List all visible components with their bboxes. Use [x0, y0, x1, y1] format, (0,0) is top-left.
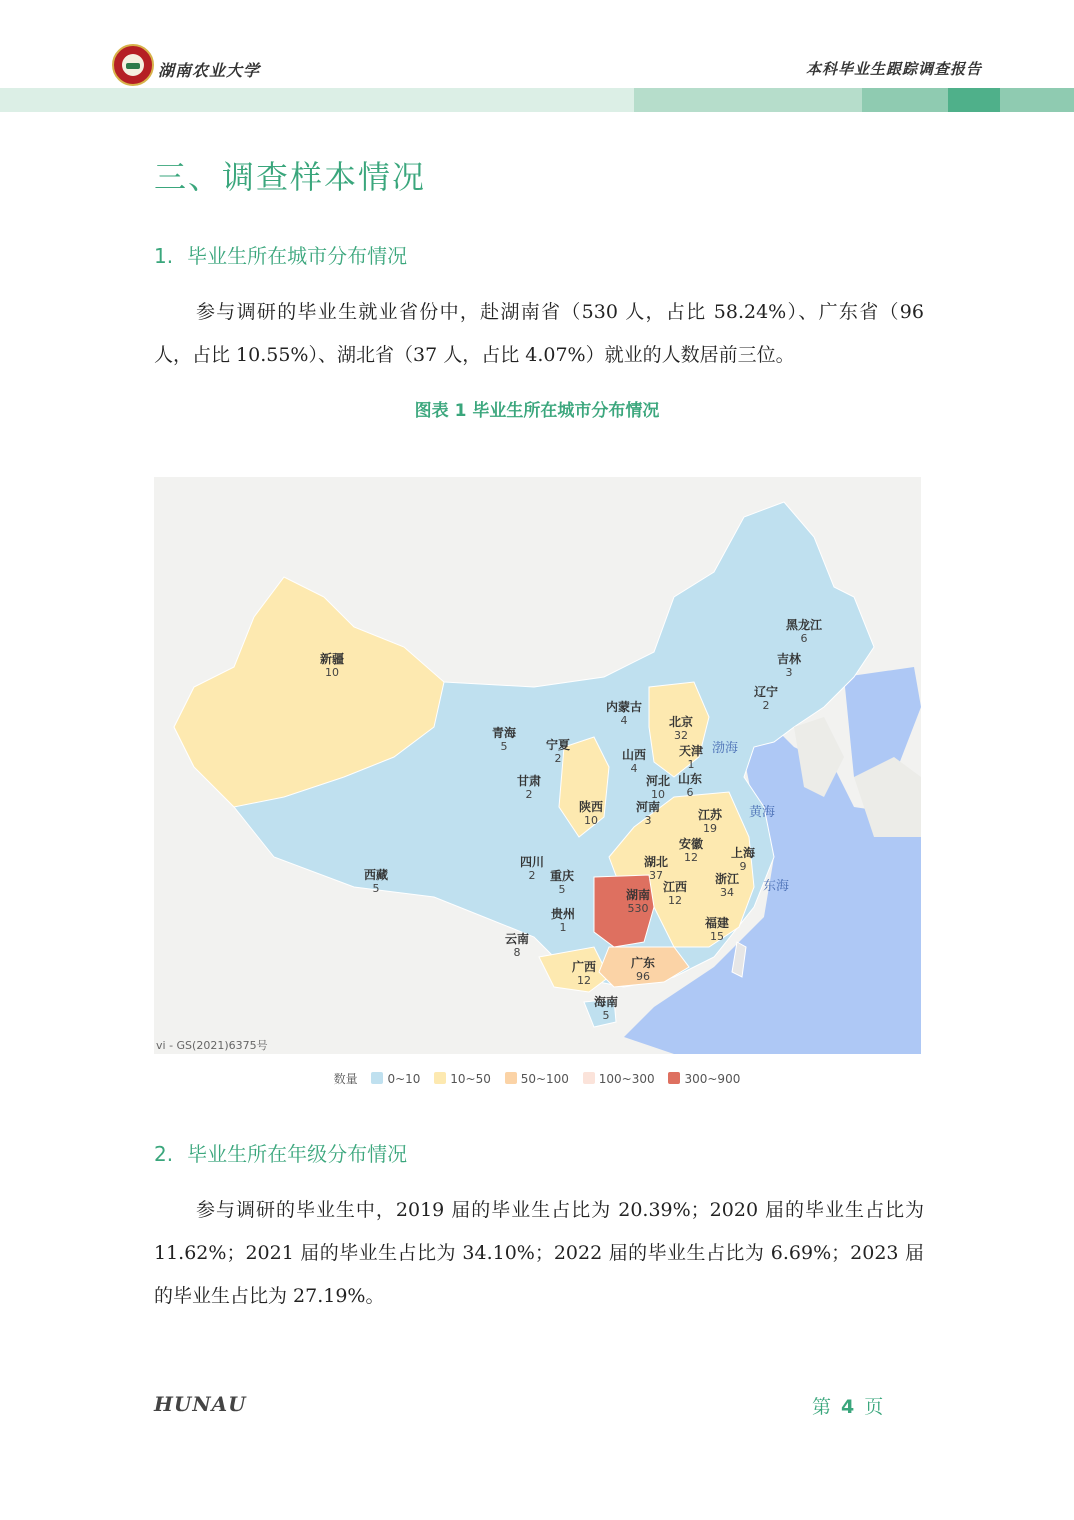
region-value: 12	[577, 974, 591, 987]
header-band	[634, 88, 862, 112]
region-label: 海南	[593, 995, 619, 1009]
region-value: 3	[785, 666, 793, 679]
figure-caption: 图表 1 毕业生所在城市分布情况	[414, 401, 660, 421]
region-value: 5	[500, 740, 508, 753]
region-value: 5	[558, 883, 566, 896]
region-value: 2	[525, 788, 533, 801]
legend-item	[668, 1072, 740, 1086]
subsection-number: 1.	[154, 244, 174, 268]
china-choropleth-map	[154, 477, 921, 1054]
region-label: 贵州	[550, 907, 576, 921]
region-value: 6	[800, 632, 808, 645]
legend-item	[371, 1072, 420, 1086]
region-value: 12	[684, 851, 698, 864]
region-label: 河南	[635, 800, 661, 814]
subsection-heading-2	[154, 1138, 407, 1167]
region-value: 6	[686, 786, 694, 799]
region-label: 甘肃	[516, 774, 542, 788]
region-value: 2	[528, 869, 536, 882]
region-value: 32	[674, 729, 688, 742]
region-label: 江西	[662, 880, 688, 894]
map-legend	[0, 1070, 1074, 1087]
page-number-value: 4	[841, 1396, 855, 1418]
region-label: 湖北	[643, 855, 669, 869]
header-band	[1000, 88, 1074, 112]
region-value: 15	[710, 930, 724, 943]
region-label: 山西	[621, 748, 647, 762]
region-value: 9	[739, 860, 747, 873]
region-label: 山东	[677, 772, 703, 786]
legend-swatch	[434, 1072, 446, 1084]
page-header	[0, 0, 1074, 112]
region-label: 广东	[630, 956, 656, 970]
page-prefix: 第	[812, 1396, 832, 1418]
region-label: 内蒙古	[605, 700, 643, 714]
region-value: 34	[720, 886, 734, 899]
legend-item	[505, 1072, 569, 1086]
region-value: 4	[630, 762, 638, 775]
region-value: 8	[513, 946, 521, 959]
map-attribution: vi - GS(2021)6375号	[156, 1039, 268, 1052]
region-label: 辽宁	[753, 685, 779, 699]
region-label: 河北	[645, 774, 671, 788]
header-band	[862, 88, 948, 112]
page-suffix: 页	[864, 1396, 884, 1418]
legend-swatch	[583, 1072, 595, 1084]
legend-label: 300~900	[684, 1072, 741, 1086]
region-value: 96	[636, 970, 650, 983]
legend-label: 50~100	[520, 1072, 569, 1086]
region-label: 陕西	[578, 800, 604, 814]
region-value: 10	[651, 788, 665, 801]
legend-label: 10~50	[450, 1072, 491, 1086]
region-value: 10	[325, 666, 339, 679]
legend-label: 0~10	[387, 1072, 421, 1086]
region-label: 黑龙江	[785, 618, 823, 632]
subsection-title: 毕业生所在城市分布情况	[187, 244, 408, 268]
header-band	[0, 88, 634, 112]
section-title: 三、调查样本情况	[154, 158, 427, 196]
region-label: 上海	[730, 846, 756, 860]
subsection-number: 2.	[154, 1142, 174, 1166]
legend-swatch	[371, 1072, 383, 1084]
paragraph-city-distribution: 参与调研的毕业生就业省份中，赴湖南省（530 人，占比 58.24%）、广东省（96 人，占比 10.55%）、湖北省（37 人，占比 4.07%）就业的人数居前三位。	[154, 301, 924, 366]
subsection-heading-1	[154, 240, 407, 269]
header-band	[948, 88, 1000, 112]
region-value: 37	[649, 869, 663, 882]
page-number	[812, 1392, 883, 1419]
legend-swatch	[505, 1072, 517, 1084]
region-label: 重庆	[549, 869, 575, 883]
region-label: 福建	[704, 916, 730, 930]
region-value: 12	[668, 894, 682, 907]
region-value: 4	[620, 714, 628, 727]
region-label: 安徽	[678, 837, 704, 851]
region-value: 2	[554, 752, 562, 765]
region-label: 新疆	[319, 652, 345, 666]
footer-logo-text: HUNAU	[154, 1392, 247, 1416]
subsection-title: 毕业生所在年级分布情况	[187, 1142, 408, 1166]
sea-label: 东海	[762, 879, 790, 894]
legend-label: 100~300	[598, 1072, 655, 1086]
region-label: 宁夏	[545, 738, 571, 752]
paragraph-grade-distribution: 参与调研的毕业生中，2019 届的毕业生占比为 20.39%；2020 届的毕业生占比为 11.62%；2021 届的毕业生占比为 34.10%；2022 届的毕业生占比为 6.69%；2023 届的毕业生占比为 27.19%。	[154, 1199, 924, 1307]
region-value: 2	[762, 699, 770, 712]
region-value: 1	[559, 921, 567, 934]
region-value: 5	[602, 1009, 610, 1022]
region-label: 江苏	[697, 808, 723, 822]
region-label: 湖南	[625, 888, 651, 902]
region-value: 19	[703, 822, 717, 835]
legend-swatch	[668, 1072, 680, 1084]
sea-label: 黄海	[748, 805, 776, 820]
region-value: 530	[627, 902, 649, 915]
report-title: 本科毕业生跟踪调查报告	[805, 60, 982, 78]
region-label: 云南	[504, 932, 530, 946]
legend-title: 数量	[333, 1072, 358, 1086]
legend-item	[583, 1072, 655, 1086]
region-label: 广西	[571, 960, 597, 974]
legend-item	[434, 1072, 491, 1086]
university-name: 湖南农业大学	[158, 61, 261, 80]
region-label: 天津	[678, 744, 704, 758]
region-value: 1	[687, 758, 695, 771]
region-label: 四川	[519, 855, 545, 869]
sea-label: 渤海	[711, 741, 739, 756]
region-label: 青海	[491, 726, 517, 740]
region-label: 西藏	[363, 868, 389, 882]
region-value: 3	[644, 814, 652, 827]
region-value: 5	[372, 882, 380, 895]
region-label: 浙江	[714, 872, 740, 886]
region-label: 北京	[668, 715, 694, 729]
region-value: 10	[584, 814, 598, 827]
region-label: 吉林	[776, 652, 802, 666]
university-logo-icon	[112, 44, 154, 86]
